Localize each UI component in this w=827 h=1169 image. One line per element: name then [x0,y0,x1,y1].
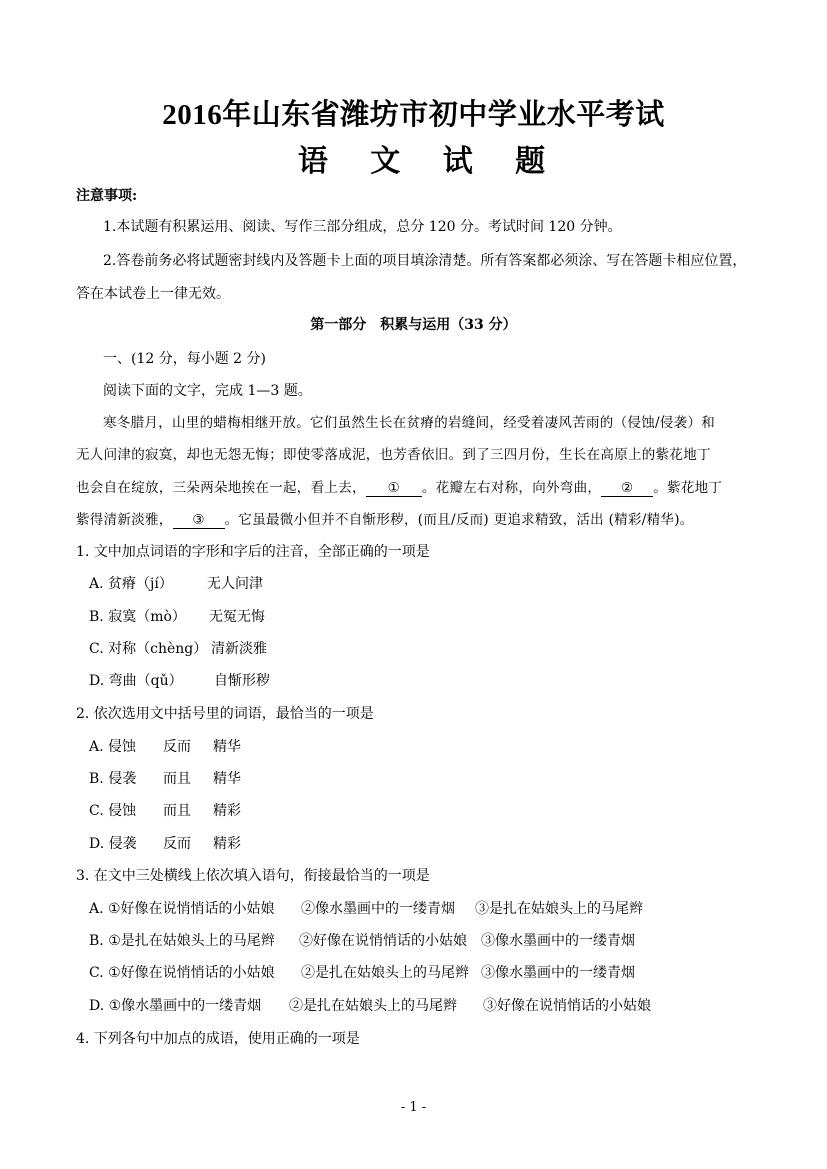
question-2-option-d [89,834,241,854]
question-3-option-a [89,899,643,919]
question-1-stem: 1. 文中加点词语的字形和字后的注音，全部正确的一项是 [76,544,430,560]
question-4-stem: 4. 下列各句中加点的成语，使用正确的一项是 [76,1031,360,1047]
option-text: A. ①好像在说悄悄话的小姑娘 [89,901,275,917]
option-text: C. 对称（chèng） [89,641,208,657]
option-text: 反而 [163,836,191,852]
option-text: B. ①是扎在姑娘头上的马尾辫 [89,933,275,949]
option-text: 而且 [163,771,191,787]
passage-line-3-text-b: 。花瓣左右对称，向外弯曲， [421,480,602,496]
option-text: 而且 [163,803,191,819]
passage-line-4 [76,510,694,530]
option-text: 无人问津 [207,576,263,592]
option-text: 精彩 [213,836,241,852]
option-text: 反而 [163,739,191,755]
notice-item-2-cont: 答在本试卷上一律无效。 [76,286,230,302]
passage-line-3-text-a: 也会自在绽放，三朵两朵地挨在一起，看上去， [76,480,366,496]
option-text: B. 侵袭 [89,771,137,787]
option-text: 无冤无悔 [209,609,265,625]
blank-3: ③ [173,512,225,529]
option-text: ③像水墨画中的一缕青烟 [481,965,635,981]
question-3-option-d [89,996,651,1016]
question-2-option-b [89,769,241,789]
part1-heading: 第一部分 积累与运用（33 分） [310,317,517,333]
option-text: D. ①像水墨画中的一缕青烟 [89,998,262,1014]
option-text: 精华 [213,739,241,755]
blank-1: ① [366,480,422,497]
question-3-option-c [89,963,635,983]
option-text: ③好像在说悄悄话的小姑娘 [483,998,651,1014]
passage-line-1: 寒冬腊月，山里的蜡梅相继开放。它们虽然生长在贫瘠的岩缝间，经受着凄风苦雨的（侵蚀/侵袭）和 [103,415,716,431]
passage-line-3-text-c: 。紫花地丁 [653,480,723,496]
notice-heading: 注意事项: [76,188,138,204]
question-2-option-a [89,737,241,757]
option-text: 清新淡雅 [211,641,267,657]
option-text: A. 贫瘠（jí） [89,576,173,592]
option-text: 精华 [213,771,241,787]
question-2-stem: 2. 依次选用文中括号里的词语，最恰当的一项是 [76,706,374,722]
question-1-option-c [89,639,267,659]
page-number: - 1 - [400,1100,427,1115]
section-heading: 一、(12 分，每小题 2 分) [103,351,266,367]
passage-line-3 [76,478,722,498]
question-1-option-a [89,574,263,594]
option-text: ②是扎在姑娘头上的马尾辫 [301,965,469,981]
passage-line-4-text-b: 。它虽最微小但并不自惭形秽，(而且/反而) 更追求精致，活出 (精彩/精华)。 [224,512,694,528]
blank-2: ② [601,480,653,497]
option-text: C. 侵蚀 [89,803,137,819]
question-3-option-b [89,931,635,951]
passage-line-2: 无人问津的寂寞，却也无怨无悔；即使零落成泥，也芳香依旧。到了三四月份，生长在高原上的紫花地丁 [76,447,711,463]
option-text: 精彩 [213,803,241,819]
option-text: 自惭形秽 [214,673,270,689]
option-text: ②好像在说悄悄话的小姑娘 [299,933,467,949]
notice-item-1: 1.本试题有积累运用、阅读、写作三部分组成，总分 120 分。考试时间 120 分钟。 [103,219,622,235]
option-text: ②是扎在姑娘头上的马尾辫 [289,998,457,1014]
option-text: ②像水墨画中的一缕青烟 [301,901,455,917]
question-2-option-c [89,801,241,821]
option-text: D. 弯曲（qǔ） [89,673,183,689]
option-text: C. ①好像在说悄悄话的小姑娘 [89,965,275,981]
reading-instruction: 阅读下面的文字，完成 1—3 题。 [103,383,312,399]
question-3-stem: 3. 在文中三处横线上依次填入语句，衔接最恰当的一项是 [76,868,430,884]
passage-line-4-text-a: 紫得清新淡雅， [76,512,173,528]
option-text: ③像水墨画中的一缕青烟 [481,933,635,949]
notice-item-2: 2.答卷前务必将试题密封线内及答题卡上面的项目填涂清楚。所有答案都必须涂、写在答题卡相应位置， [103,253,747,269]
question-1-option-b [89,607,265,627]
exam-title: 2016年山东省潍坊市初中学业水平考试 [162,99,665,131]
option-text: D. 侵袭 [89,836,137,852]
exam-subtitle: 语 文 试 题 [297,144,562,179]
option-text: ③是扎在姑娘头上的马尾辫 [475,901,643,917]
option-text: B. 寂寞（mò） [89,609,186,625]
option-text: A. 侵蚀 [89,739,137,755]
question-1-option-d [89,671,270,691]
